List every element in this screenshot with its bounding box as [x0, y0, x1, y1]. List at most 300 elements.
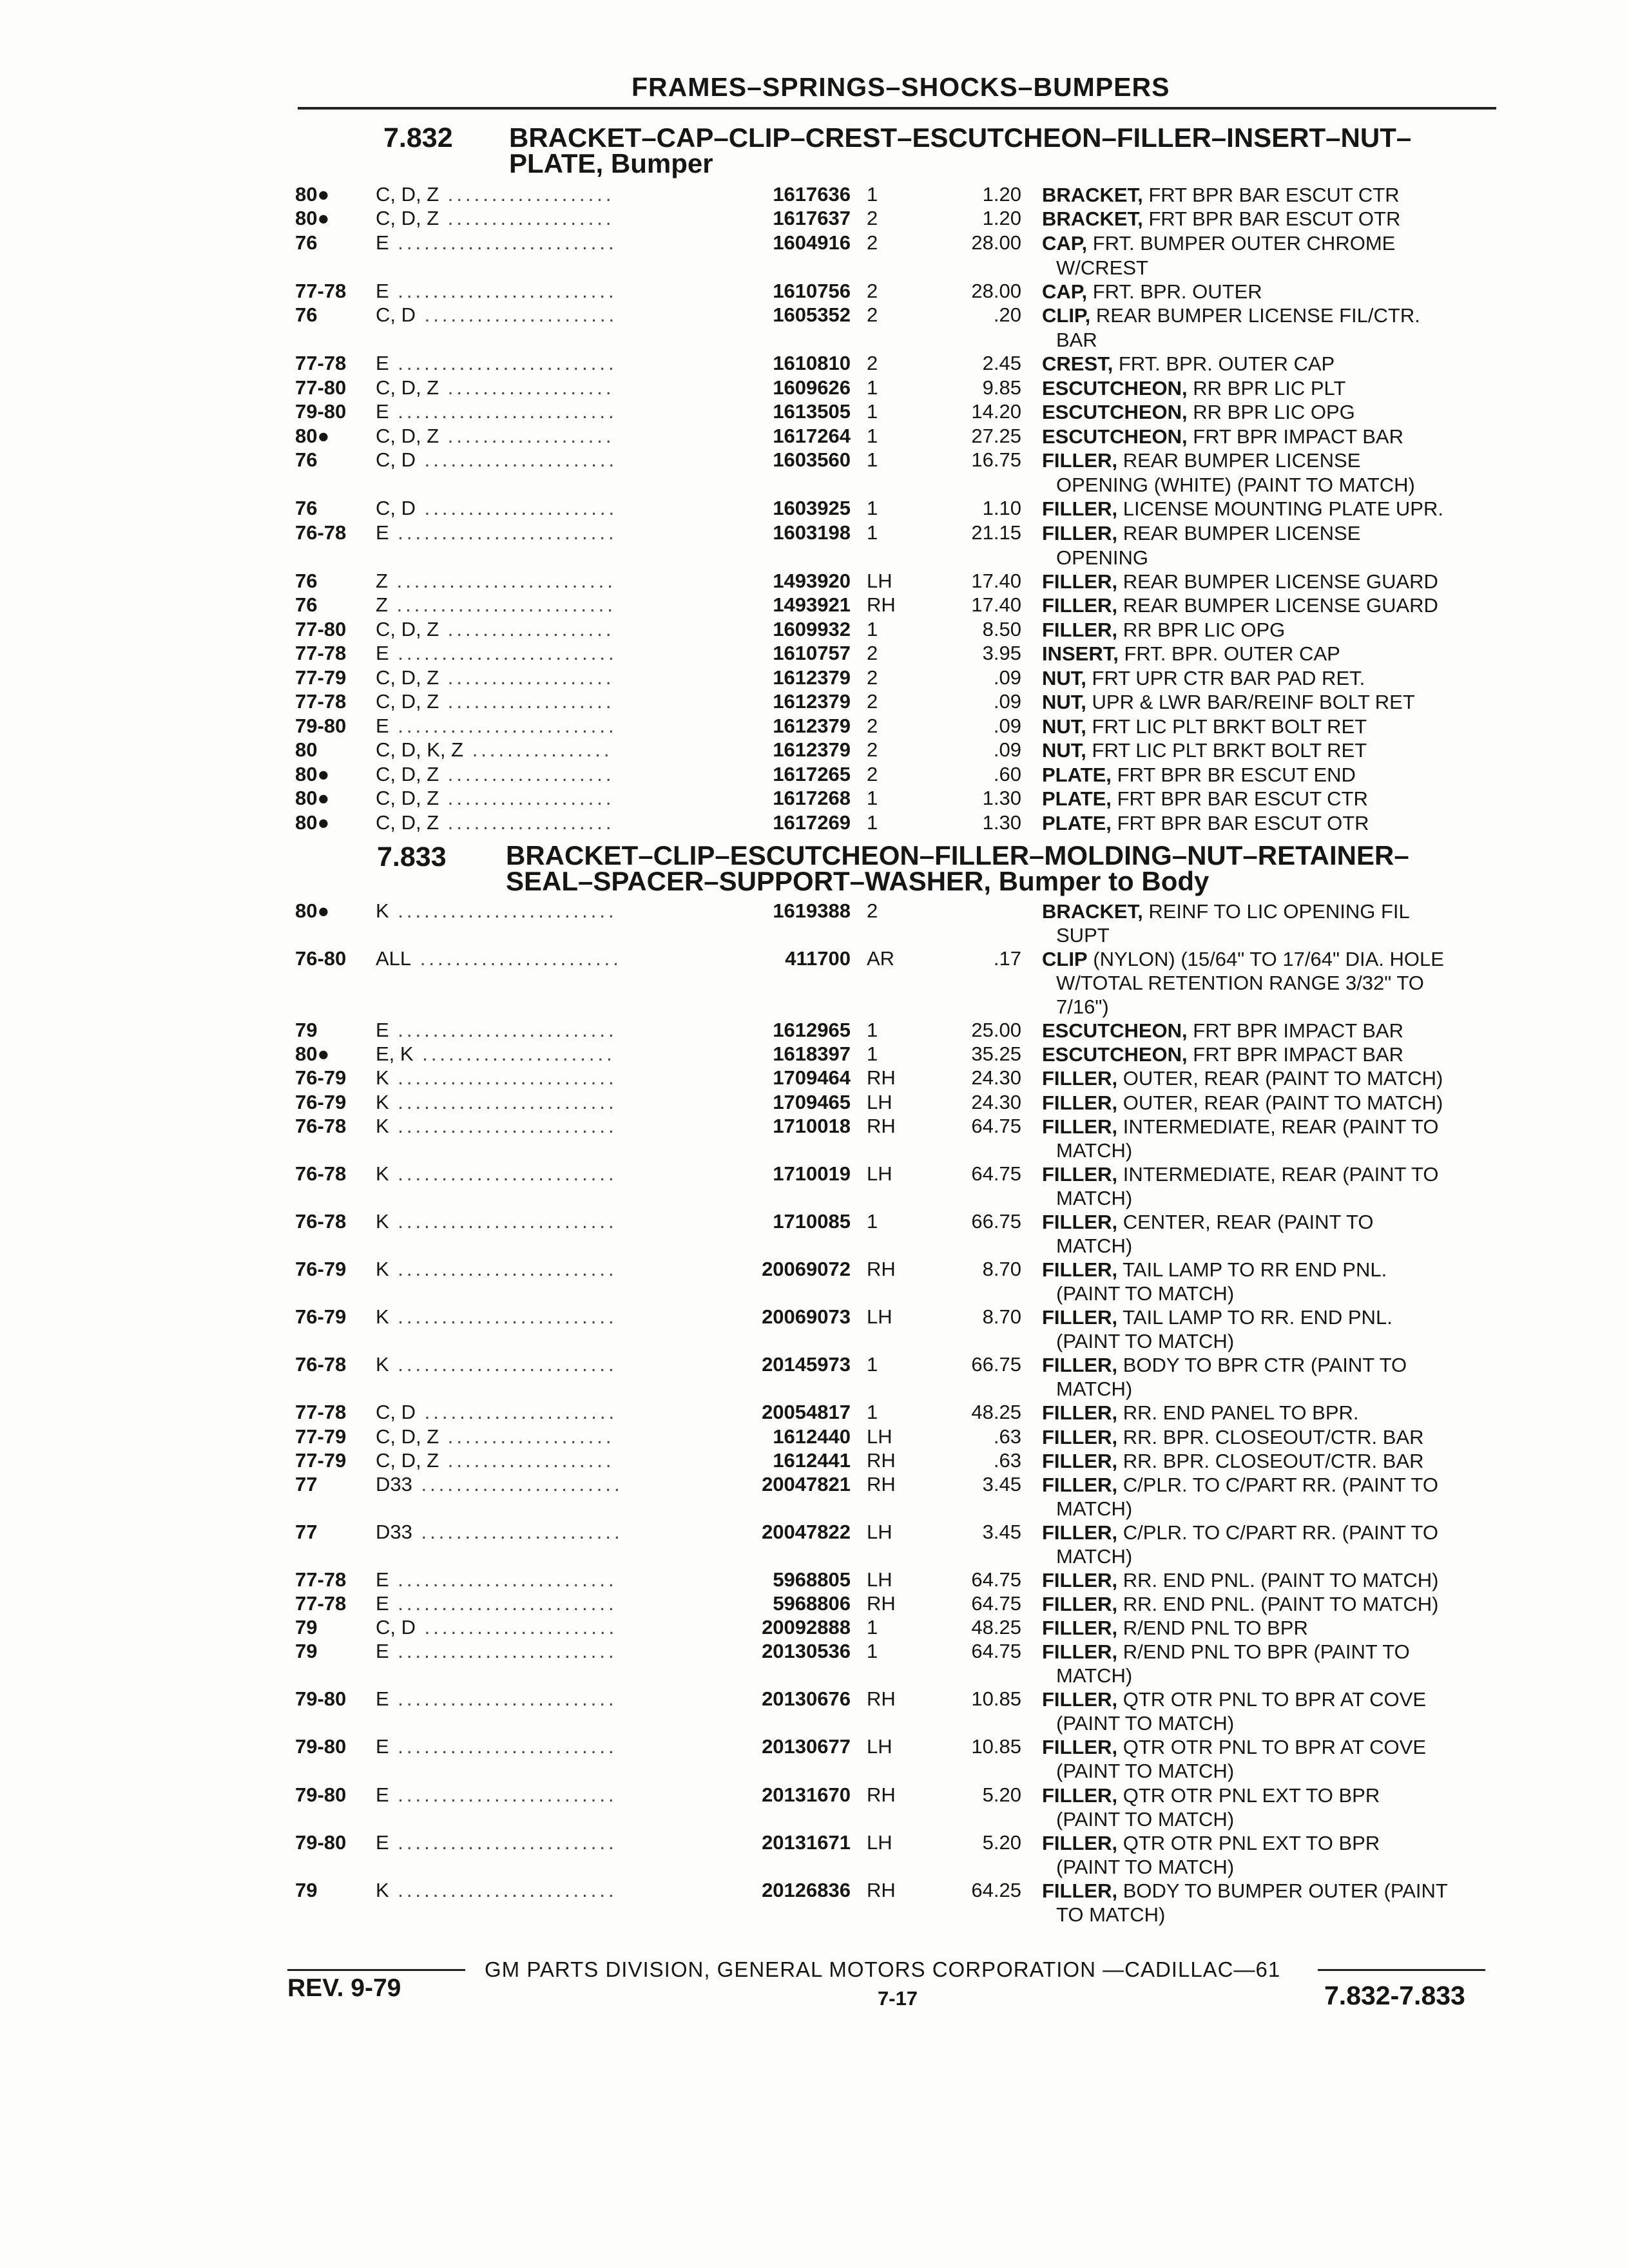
description-line	[1042, 1450, 1424, 1472]
description-text: MATCH)	[1056, 1187, 1133, 1210]
model-year: 77-78	[295, 1401, 347, 1423]
price: 8.70	[982, 1258, 1021, 1280]
part-description	[1042, 1115, 1509, 1162]
model-codes-cell	[376, 1210, 617, 1233]
description-text: C/PLR. TO C/PART RR. (PAINT TO	[1123, 1521, 1438, 1544]
model-codes-cell	[376, 1353, 617, 1376]
description-text: FRT. BPR. OUTER	[1092, 280, 1262, 303]
section-title-line: BRACKET–CAP–CLIP–CREST–ESCUTCHEON–FILLER–INSERT–NUT–	[509, 122, 1412, 153]
description-line	[1042, 328, 1509, 352]
description-line	[1042, 1497, 1509, 1521]
part-name: FILLER,	[1042, 1832, 1118, 1854]
quantity: 1	[867, 618, 878, 640]
part-number: 1612379	[773, 666, 851, 689]
description-line	[1042, 1139, 1509, 1162]
part-name: ESCUTCHEON,	[1042, 425, 1188, 448]
part-description	[1042, 570, 1509, 594]
description-line	[1042, 1211, 1373, 1233]
part-name: NUT,	[1042, 667, 1086, 689]
model-codes-cell	[376, 666, 614, 689]
description-text: QTR OTR PNL EXT TO BPR	[1123, 1784, 1380, 1807]
part-name: FILLER,	[1042, 497, 1118, 520]
price: 10.85	[971, 1687, 1021, 1710]
part-name: FILLER,	[1042, 1091, 1118, 1114]
part-description	[1042, 207, 1509, 231]
model-year: 79-80	[295, 1831, 347, 1854]
model-codes: C, D, Z	[376, 763, 439, 785]
leader-dots: .........................	[389, 899, 617, 922]
description-text: RR. END PNL. (PAINT TO MATCH)	[1123, 1569, 1439, 1591]
model-codes: E	[376, 1019, 389, 1041]
model-codes-cell	[376, 763, 614, 786]
description-text: R/END PNL TO BPR (PAINT TO	[1123, 1640, 1410, 1663]
model-codes-cell	[376, 1066, 617, 1090]
part-number: 1710018	[773, 1115, 851, 1137]
part-number: 1612440	[773, 1425, 851, 1448]
model-year: 79	[295, 1616, 318, 1639]
description-text: (NYLON) (15/64" TO 17/64" DIA. HOLE	[1093, 948, 1444, 970]
price: .60	[993, 763, 1021, 785]
leader-dots: .........................	[389, 1353, 617, 1376]
description-text: BAR	[1056, 328, 1097, 351]
part-name: CLIP,	[1042, 304, 1091, 327]
leader-dots: .........................	[389, 1091, 617, 1113]
price: 64.75	[971, 1592, 1021, 1615]
model-codes-cell	[376, 376, 614, 399]
part-number: 1603560	[773, 448, 851, 471]
description-text: INTERMEDIATE, REAR (PAINT TO	[1123, 1163, 1439, 1186]
part-description	[1042, 1258, 1509, 1305]
section-title-line: SEAL–SPACER–SUPPORT–WASHER, Bumper to Body	[506, 866, 1210, 896]
footer-text: GM PARTS DIVISION, GENERAL MOTORS CORPORATION —CADILLAC—61	[485, 1957, 1281, 1981]
quantity: LH	[867, 1568, 892, 1591]
quantity: LH	[867, 1425, 892, 1448]
model-year: 77-78	[295, 690, 347, 713]
part-name: FILLER,	[1042, 1640, 1118, 1663]
model-year: 80●	[295, 811, 330, 834]
leader-dots: ...................	[439, 1425, 615, 1448]
leader-dots: ......................	[416, 303, 618, 326]
model-codes: Z	[376, 570, 388, 592]
description-line	[1042, 1186, 1509, 1210]
description-text: RR BPR LIC PLT	[1193, 377, 1346, 399]
part-description	[1042, 1687, 1509, 1735]
part-name: ESCUTCHEON,	[1042, 377, 1188, 399]
description-line	[1042, 377, 1345, 399]
model-year: 76	[295, 303, 318, 326]
model-codes: D33	[376, 1521, 412, 1543]
description-line	[1042, 1784, 1380, 1807]
description-line	[1042, 667, 1365, 689]
price: 1.20	[982, 183, 1021, 206]
part-description	[1042, 400, 1509, 425]
description-line	[1042, 1163, 1438, 1186]
part-number: 20131671	[762, 1831, 851, 1854]
model-codes: E	[376, 521, 389, 544]
description-line	[1042, 352, 1335, 375]
price: 66.75	[971, 1353, 1021, 1376]
part-number: 1619388	[773, 899, 851, 922]
description-text: C/PLR. TO C/PART RR. (PAINT TO	[1123, 1474, 1438, 1496]
quantity: 1	[867, 497, 878, 519]
model-codes-cell	[376, 1687, 617, 1711]
price: 9.85	[982, 376, 1021, 399]
quantity: 1	[867, 400, 878, 423]
part-name: CLIP	[1042, 948, 1088, 970]
quantity: LH	[867, 1831, 892, 1854]
part-name: FILLER,	[1042, 1426, 1118, 1448]
part-number: 20069072	[762, 1258, 851, 1280]
model-codes-cell	[376, 1640, 617, 1663]
description-text: FRT LIC PLT BRKT BOLT RET	[1092, 739, 1367, 762]
part-number: 1617265	[773, 763, 851, 785]
price: .20	[993, 303, 1021, 326]
part-description	[1042, 715, 1509, 739]
model-year: 77-80	[295, 376, 347, 399]
leader-dots: .........................	[389, 1258, 617, 1280]
price: 35.25	[971, 1043, 1021, 1065]
part-number: 1493920	[773, 570, 851, 592]
model-year: 76-80	[295, 947, 347, 970]
model-codes: E	[376, 1735, 389, 1758]
part-name: PLATE,	[1042, 764, 1112, 786]
description-text: FRT LIC PLT BRKT BOLT RET	[1092, 715, 1367, 738]
model-codes-cell	[376, 1449, 614, 1472]
leader-dots: ......................	[416, 1616, 618, 1639]
part-name: NUT,	[1042, 691, 1086, 713]
model-codes: C, D, Z	[376, 690, 439, 713]
description-line	[1042, 787, 1368, 810]
quantity: RH	[867, 1687, 896, 1710]
model-codes: E	[376, 1568, 389, 1591]
price: 3.45	[982, 1473, 1021, 1495]
price: 25.00	[971, 1019, 1021, 1041]
part-name: NUT,	[1042, 715, 1086, 738]
model-year: 76-79	[295, 1091, 347, 1113]
part-name: CREST,	[1042, 352, 1113, 375]
model-codes: ALL	[376, 947, 412, 970]
description-text: OPENING	[1056, 546, 1148, 569]
quantity: 2	[867, 207, 878, 229]
leader-dots: ......................	[416, 1401, 618, 1423]
description-line	[1042, 619, 1285, 641]
part-name: CAP,	[1042, 280, 1088, 303]
part-description	[1042, 376, 1509, 401]
price: .09	[993, 738, 1021, 761]
model-codes-cell	[376, 738, 613, 762]
quantity: RH	[867, 1258, 896, 1280]
part-name: FILLER,	[1042, 1784, 1118, 1807]
price: 64.75	[971, 1162, 1021, 1185]
model-codes: C, D, Z	[376, 1425, 439, 1448]
quantity: 1	[867, 1019, 878, 1041]
quantity: LH	[867, 1735, 892, 1758]
leader-dots: .........................	[389, 1115, 617, 1137]
model-year: 80●	[295, 207, 330, 229]
model-codes-cell	[376, 400, 617, 423]
part-number: 1610757	[773, 642, 851, 664]
description-line	[1042, 1115, 1438, 1138]
description-line	[1042, 449, 1360, 472]
leader-dots: ...................	[439, 811, 615, 834]
description-text: FRT BPR BR ESCUT END	[1117, 764, 1356, 786]
description-line	[1042, 1711, 1509, 1735]
price: .17	[993, 947, 1021, 970]
part-description	[1042, 811, 1509, 836]
description-line	[1042, 715, 1367, 738]
description-text: 7/16")	[1056, 995, 1109, 1019]
model-year: 76-78	[295, 1353, 347, 1376]
description-text: MATCH)	[1056, 1235, 1133, 1258]
model-year: 76	[295, 497, 318, 519]
description-line	[1042, 995, 1509, 1019]
price: 8.70	[982, 1305, 1021, 1328]
model-codes: C, D, Z	[376, 666, 439, 689]
model-codes-cell	[376, 1592, 617, 1615]
model-codes: K	[376, 1091, 389, 1113]
description-line	[1042, 1091, 1443, 1114]
part-name: FILLER,	[1042, 1688, 1118, 1711]
part-name: FILLER,	[1042, 522, 1118, 544]
part-description	[1042, 425, 1509, 449]
part-description	[1042, 1091, 1509, 1115]
part-number: 5968806	[773, 1592, 851, 1615]
quantity: 1	[867, 811, 878, 834]
model-codes: E	[376, 1592, 389, 1615]
description-text: OUTER, REAR (PAINT TO MATCH)	[1123, 1091, 1443, 1114]
leader-dots: ...................	[439, 1449, 615, 1472]
quantity: 1	[867, 1043, 878, 1065]
part-name: FILLER,	[1042, 1736, 1118, 1758]
description-line	[1042, 1329, 1509, 1353]
part-name: BRACKET,	[1042, 900, 1143, 923]
part-description	[1042, 1616, 1509, 1640]
model-year: 80	[295, 738, 318, 761]
leader-dots: .........................	[387, 593, 616, 616]
part-description	[1042, 1305, 1509, 1353]
leader-dots: .........................	[389, 1019, 617, 1041]
model-codes-cell	[376, 1043, 615, 1066]
description-text: BODY TO BPR CTR (PAINT TO	[1123, 1354, 1407, 1376]
leader-dots: .........................	[389, 280, 617, 302]
part-name: ESCUTCHEON,	[1042, 401, 1188, 423]
description-line	[1042, 948, 1444, 970]
model-codes: C, D, Z	[376, 618, 439, 640]
part-description	[1042, 899, 1509, 947]
price: 5.20	[982, 1783, 1021, 1806]
part-name: BRACKET,	[1042, 207, 1143, 230]
description-text: RR. BPR. CLOSEOUT/CTR. BAR	[1123, 1450, 1424, 1472]
part-description	[1042, 1353, 1509, 1401]
model-codes-cell	[376, 811, 614, 834]
model-year: 77	[295, 1473, 318, 1495]
model-year: 77-79	[295, 1449, 347, 1472]
description-text: (PAINT TO MATCH)	[1056, 1760, 1235, 1783]
model-codes-cell	[376, 352, 617, 375]
price: 21.15	[971, 521, 1021, 544]
part-number: 20092888	[762, 1616, 851, 1639]
model-codes: K	[376, 1115, 389, 1137]
description-text: FRT UPR CTR BAR PAD RET.	[1092, 667, 1365, 689]
model-codes: E	[376, 280, 389, 302]
description-line	[1042, 1617, 1308, 1639]
description-line	[1042, 497, 1443, 520]
description-line	[1042, 425, 1403, 448]
description-line	[1042, 1234, 1509, 1258]
description-text: MATCH)	[1056, 1378, 1133, 1401]
part-number: 20126836	[762, 1879, 851, 1901]
part-name: FILLER,	[1042, 449, 1118, 472]
model-year: 76-78	[295, 1162, 347, 1185]
part-name: FILLER,	[1042, 1258, 1118, 1281]
model-year: 77-78	[295, 642, 347, 664]
quantity: AR	[867, 947, 895, 970]
price: 3.95	[982, 642, 1021, 664]
description-line	[1042, 923, 1509, 947]
part-name: FILLER,	[1042, 1115, 1118, 1138]
part-description	[1042, 1640, 1509, 1687]
leader-dots: ................	[463, 738, 613, 761]
part-description	[1042, 1401, 1509, 1425]
part-description	[1042, 1019, 1509, 1043]
part-name: CAP,	[1042, 232, 1088, 255]
model-codes: K	[376, 899, 389, 922]
description-text: FRT BPR BAR ESCUT OTR	[1117, 812, 1369, 834]
part-name: PLATE,	[1042, 812, 1112, 834]
leader-dots: ...................	[439, 207, 615, 229]
description-text: R/END PNL TO BPR	[1123, 1617, 1308, 1639]
part-number: 1710085	[773, 1210, 851, 1233]
quantity: 1	[867, 183, 878, 206]
section-range: 7.832-7.833	[1324, 1981, 1465, 2010]
description-text: TO MATCH)	[1056, 1903, 1166, 1927]
leader-dots: .........................	[389, 1162, 617, 1185]
part-description	[1042, 521, 1509, 570]
description-text: W/TOTAL RETENTION RANGE 3/32" TO	[1056, 972, 1424, 995]
model-codes-cell	[376, 1521, 623, 1544]
model-codes: E	[376, 352, 389, 374]
quantity: 2	[867, 738, 878, 761]
description-line	[1042, 401, 1355, 423]
model-year: 76	[295, 570, 318, 592]
description-text: QTR OTR PNL EXT TO BPR	[1123, 1832, 1380, 1854]
quantity: 2	[867, 642, 878, 664]
description-line	[1042, 1736, 1426, 1758]
model-codes: K	[376, 1258, 389, 1280]
quantity: 2	[867, 280, 878, 302]
model-codes: E	[376, 231, 389, 254]
part-name: ESCUTCHEON,	[1042, 1019, 1188, 1042]
price: 64.75	[971, 1568, 1021, 1591]
header-rule	[298, 107, 1496, 110]
price: 48.25	[971, 1616, 1021, 1639]
part-description	[1042, 1783, 1509, 1831]
model-codes: K	[376, 1305, 389, 1328]
part-number: 1493921	[773, 593, 851, 616]
part-description	[1042, 1162, 1509, 1210]
quantity: 2	[867, 715, 878, 737]
model-codes-cell	[376, 521, 617, 544]
part-number: 1612379	[773, 690, 851, 713]
model-year: 79-80	[295, 1783, 347, 1806]
part-description	[1042, 1043, 1509, 1066]
quantity: 1	[867, 1401, 878, 1423]
part-description	[1042, 738, 1509, 763]
quantity: LH	[867, 1305, 892, 1328]
model-codes-cell	[376, 1091, 617, 1114]
part-number: 1709464	[773, 1066, 851, 1089]
description-line	[1042, 473, 1509, 497]
part-name: FILLER,	[1042, 1593, 1118, 1615]
part-name: FILLER,	[1042, 1211, 1118, 1233]
description-line	[1042, 812, 1369, 834]
description-text: FRT BPR BAR ESCUT OTR	[1148, 207, 1401, 230]
price: .09	[993, 666, 1021, 689]
description-line	[1042, 1521, 1438, 1544]
leader-dots: .........................	[389, 1735, 617, 1758]
quantity: RH	[867, 1066, 896, 1089]
part-description	[1042, 1210, 1509, 1258]
model-codes-cell	[376, 1401, 617, 1424]
leader-dots: .........................	[389, 1831, 617, 1854]
price: 28.00	[971, 280, 1021, 302]
model-year: 79	[295, 1019, 318, 1041]
description-line	[1042, 739, 1367, 762]
description-text: REAR BUMPER LICENSE	[1123, 449, 1361, 472]
part-number: 1604916	[773, 231, 851, 254]
model-codes-cell	[376, 593, 616, 617]
part-number: 1609626	[773, 376, 851, 399]
model-codes-cell	[376, 947, 622, 970]
description-line	[1042, 971, 1509, 995]
price: .09	[993, 690, 1021, 713]
quantity: 1	[867, 521, 878, 544]
part-name: PLATE,	[1042, 787, 1112, 810]
part-name: FILLER,	[1042, 1067, 1118, 1090]
description-text: (PAINT TO MATCH)	[1056, 1282, 1235, 1305]
quantity: 1	[867, 1210, 878, 1233]
part-name: FILLER,	[1042, 1474, 1118, 1496]
part-number: 1612379	[773, 738, 851, 761]
model-codes-cell	[376, 715, 617, 738]
footer-rule	[1318, 1969, 1485, 1971]
part-number: 5968805	[773, 1568, 851, 1591]
part-description	[1042, 448, 1509, 497]
description-text: MATCH)	[1056, 1497, 1133, 1521]
model-year: 77	[295, 1521, 318, 1543]
quantity: RH	[867, 1783, 896, 1806]
description-text: OUTER, REAR (PAINT TO MATCH)	[1123, 1067, 1443, 1090]
price: 64.75	[971, 1115, 1021, 1137]
leader-dots: .........................	[389, 1640, 617, 1662]
part-description	[1042, 1568, 1509, 1592]
quantity: 2	[867, 666, 878, 689]
part-description	[1042, 947, 1509, 1019]
description-line	[1042, 232, 1395, 255]
model-codes: C, D, Z	[376, 811, 439, 834]
leader-dots: ......................	[416, 497, 618, 519]
model-year: 77-79	[295, 666, 347, 689]
model-codes-cell	[376, 497, 617, 520]
page-header: FRAMES–SPRINGS–SHOCKS–BUMPERS	[631, 72, 1170, 102]
price: 17.40	[971, 593, 1021, 616]
part-description	[1042, 183, 1509, 207]
description-text: RR BPR LIC OPG	[1193, 401, 1355, 423]
model-codes-cell	[376, 280, 617, 303]
price: 48.25	[971, 1401, 1021, 1423]
description-line	[1042, 1043, 1403, 1066]
price: 8.50	[982, 618, 1021, 640]
